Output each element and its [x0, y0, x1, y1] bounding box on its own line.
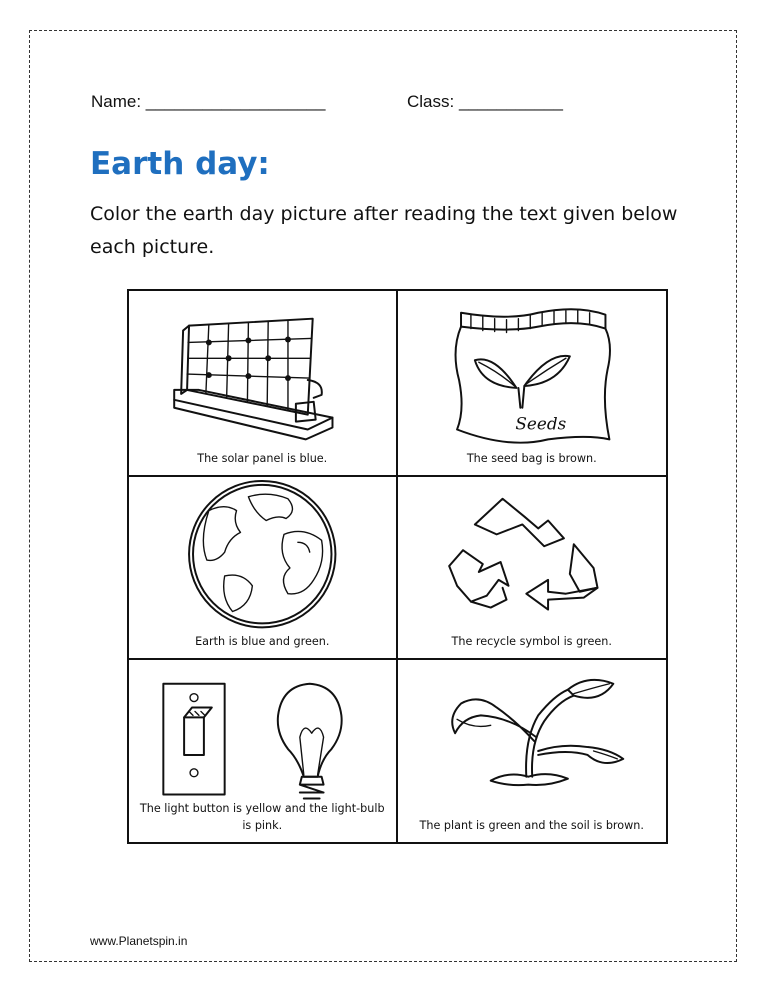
caption-plant: The plant is green and the soil is brown. — [419, 819, 644, 832]
recycle-symbol-icon — [398, 477, 667, 658]
class-field-label: Class: ___________ — [407, 92, 563, 111]
caption-seed-bag: The seed bag is brown. — [466, 452, 597, 465]
sprouting-plant-icon — [398, 660, 667, 842]
footer-website: www.Planetspin.in — [90, 934, 188, 948]
caption-switch-bulb: The light button is yellow and the light-bulb is pink. — [139, 802, 385, 832]
picture-card-recycle — [398, 477, 667, 660]
picture-grid — [127, 289, 668, 844]
picture-card-switch-bulb — [129, 660, 398, 842]
caption-solar-panel: The solar panel is blue. — [197, 452, 328, 465]
caption-earth: Earth is blue and green. — [195, 635, 330, 648]
worksheet-title: Earth day: — [90, 146, 270, 182]
picture-card-plant — [398, 660, 667, 842]
caption-recycle: The recycle symbol is green. — [451, 635, 612, 648]
seed-bag-label: Seeds — [514, 413, 566, 434]
earth-globe-icon — [129, 477, 396, 658]
instructions: Color the earth day picture after reading the text given below each picture. — [90, 203, 678, 258]
picture-card-seed-bag — [398, 291, 667, 477]
name-field-label: Name: ___________________ — [91, 92, 326, 111]
seed-bag-icon — [398, 291, 667, 475]
picture-card-solar-panel — [129, 291, 398, 477]
picture-card-earth — [129, 477, 398, 660]
solar-panel-icon — [129, 291, 396, 475]
